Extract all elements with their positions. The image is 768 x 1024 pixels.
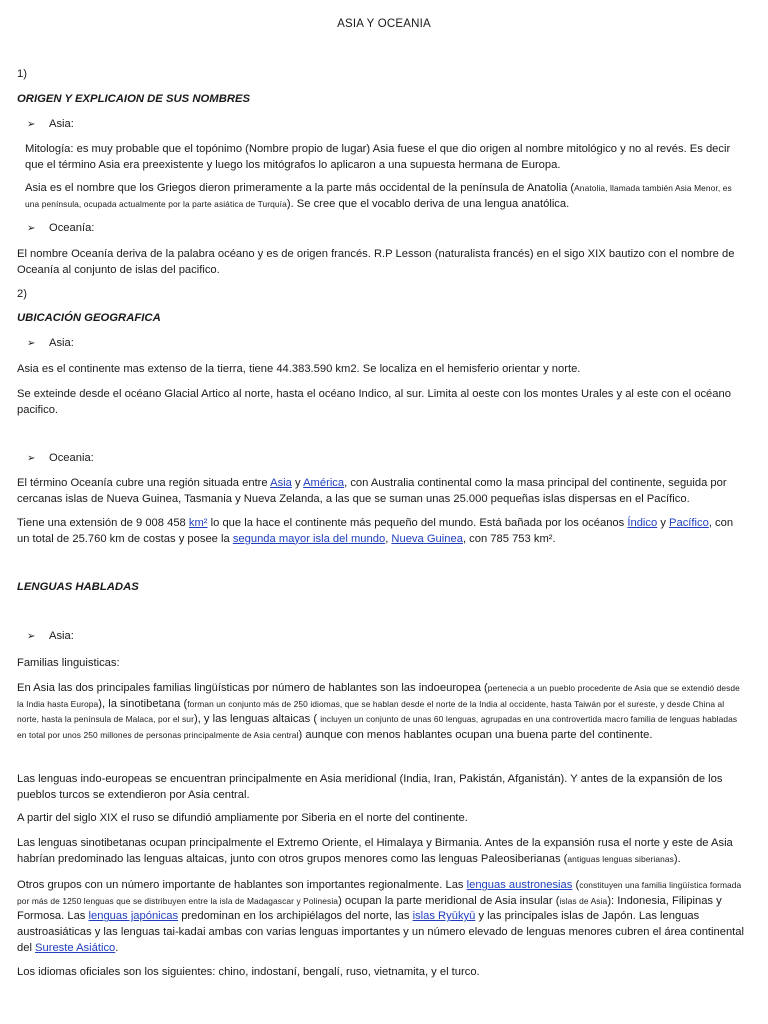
section-2-heading: UBICACIÓN GEOGRAFICA	[17, 312, 161, 324]
arrow-bullet-icon: ➢	[27, 223, 36, 234]
bullet-item	[27, 451, 94, 466]
bullet-label: Oceanía:	[49, 222, 95, 234]
paragraph: Otros grupos con un número importante de hablantes son importantes regionalmente. Las lenguas austronesias (constituyen una familia lingüística formada por más de 1250 lenguas que se distribuyen entre la isla de Madagascar y Polinesia) ocupan la parte meridional de Asia insular (islas de Asia): Indonesia, Filipinas y Formosa. Las lenguas japónicas predominan en los archipiélagos del norte, las islas Ryūkyū y las principales islas de Japón. Las lenguas austroasiáticas y las lenguas tai-kadai ambas con varias lenguas importantes y un número elevado de lenguas menores cubren el área continental del Sureste Asiático.	[17, 879, 744, 954]
paragraph: Mitología: es muy probable que el topónimo (Nombre propio de lugar) Asia fuese el que dio origen al nombre mitológico y no al revés. Es decir que el término Asia era preexistente y luego los mitógrafos lo aplicaron a una supuesta hermana de Europa.	[25, 143, 731, 171]
bullet-item	[27, 336, 74, 351]
document-title: ASIA Y OCEANIA	[337, 18, 431, 30]
arrow-bullet-icon: ➢	[27, 338, 36, 349]
section-2-number: 2)	[17, 288, 27, 300]
link-pacifico[interactable]: Pacífico	[669, 517, 709, 529]
bullet-label: Asia:	[49, 337, 74, 349]
bullet-label: Asia:	[49, 630, 74, 642]
bullet-label: Oceania:	[49, 452, 94, 464]
bullet-label: Asia:	[49, 118, 74, 130]
paragraph: El nombre Oceanía deriva de la palabra océano y es de origen francés. R.P Lesson (naturalista francés) en el sigo XIX bautizo con el nombre de Oceanía al conjunto de islas del pacifico.	[17, 248, 735, 276]
paragraph: Se exteinde desde el océano Glacial Artico al norte, hasta el océano Indico, al sur. Limita al oeste con los montes Urales y al este con el océano pacifico.	[17, 388, 731, 416]
arrow-bullet-icon: ➢	[27, 119, 36, 130]
section-1-heading: ORIGEN Y EXPLICAION DE SUS NOMBRES	[17, 93, 251, 105]
arrow-bullet-icon: ➢	[27, 453, 36, 464]
link-lenguas-japonicas[interactable]: lenguas japónicas	[88, 910, 179, 923]
paragraph: Asia es el nombre que los Griegos dieron primeramente a la parte más occidental de la península de Anatolia (Anatolia, llamada también Asia Menor, es una península, ocupada actualmente por la parte asiática de Turquía). Se cree que el vocablo deriva de una lengua anatólica.	[25, 182, 732, 210]
paragraph: Los idiomas oficiales son los siguientes: chino, indostaní, bengalí, ruso, vietnamita, y el turco.	[17, 966, 480, 978]
bullet-item	[27, 117, 74, 132]
paragraph: En Asia las dos principales familias lingüísticas por número de hablantes son las indoeuropea (pertenecia a un pueblo procedente de Asia que se extendió desde la India hasta Europa), la sinotibetana (forman un conjunto más de 250 idiomas, que se hablan desde el norte de la India al occidente, hasta Taiwán por el sureste, y desde China al norte, hasta la península de Malaca, por el sur), y las lenguas altaicas ( incluyen un conjunto de unas 60 lenguas, agrupadas en una controvertida macro familia de lenguas habladas en total por unos 250 millones de personas principalmente de Asia central) aunque con menos hablantes ocupan una buena parte del continente.	[17, 682, 740, 742]
link-nueva-guinea[interactable]: Nueva Guinea	[391, 532, 463, 545]
link-km2[interactable]: km²	[188, 517, 208, 529]
section-3-heading: LENGUAS HABLADAS	[17, 581, 139, 593]
link-america[interactable]: América	[303, 477, 345, 489]
paragraph: Tiene una extensión de 9 008 458 km² lo que la hace el continente más pequeño del mundo. Está bañada por los océanos Índico y Pacífico, con un total de 25.760 km de costas y posee la segunda mayor isla del mundo, Nueva Guinea, con 785 753 km².	[17, 517, 734, 545]
paragraph: Asia es el continente mas extenso de la tierra, tiene 44.383.590 km2. Se localiza en el hemisferio orientar y norte.	[17, 363, 581, 375]
bullet-item	[27, 221, 94, 236]
paragraph: Familias linguisticas:	[17, 657, 120, 669]
bullet-item	[27, 629, 74, 644]
paragraph: A partir del siglo XIX el ruso se difundió ampliamente por Siberia en el norte del continente.	[17, 812, 468, 824]
paragraph: Las lenguas indo-europeas se encuentran principalmente en Asia meridional (India, Iran, Pakistán, Afganistán). Y antes de la expansión de los pueblos turcos se extendieron por Asia central.	[17, 773, 723, 801]
section-1-number: 1)	[17, 68, 27, 80]
arrow-bullet-icon: ➢	[27, 631, 36, 642]
link-sureste-asiatico[interactable]: Sureste Asiático	[35, 941, 116, 954]
link-lenguas-austronesias[interactable]: lenguas austronesias	[466, 879, 573, 891]
link-islas-ryukyu[interactable]: islas Ryūkyū	[412, 910, 476, 923]
link-asia[interactable]: Asia	[270, 477, 292, 489]
paragraph: El término Oceanía cubre una región situada entre Asia y América, con Australia continental como la masa principal del continente, seguida por cercanas islas de Nueva Guinea, Tasmania y Nueva Zelanda, a las que se suman unas 25.000 pequeñas islas dispersas en el Pacífico.	[17, 477, 727, 505]
link-indico[interactable]: Índico	[627, 517, 658, 529]
paragraph: Las lenguas sinotibetanas ocupan principalmente el Extremo Oriente, el Himalaya y Birmania. Antes de la expansión rusa el norte y este de Asia habrían predominado las lenguas altaicas, junto con otros grupos menores como las lenguas Paleosiberianas (antiguas lenguas siberianas).	[17, 837, 733, 865]
link-segunda-isla[interactable]: segunda mayor isla del mundo	[232, 532, 386, 545]
